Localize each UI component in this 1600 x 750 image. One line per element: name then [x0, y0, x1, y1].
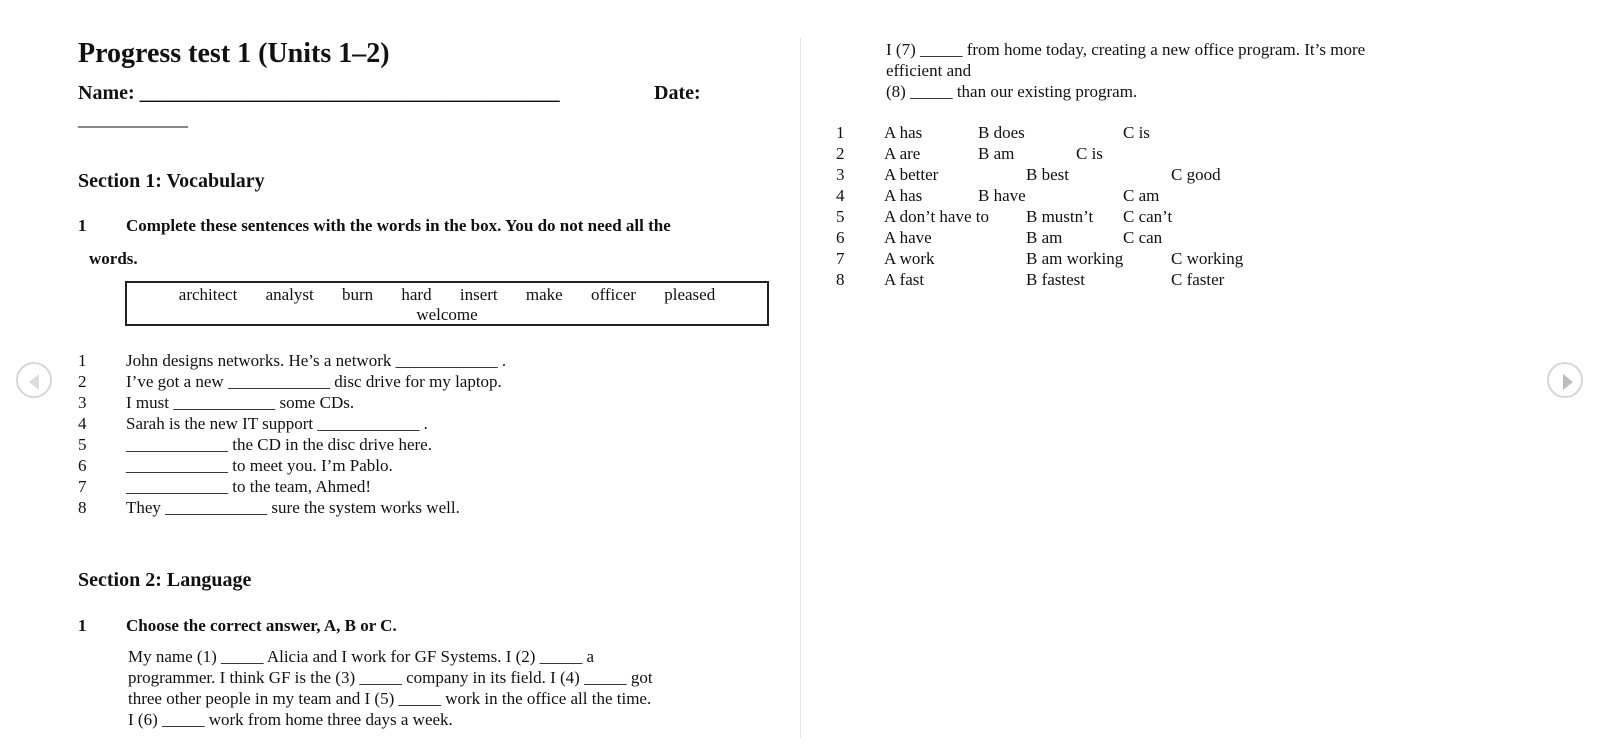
passage-line: efficient and: [886, 61, 972, 80]
passage-line: three other people in my team and I (5) _____ work in the office all the time.: [128, 689, 652, 708]
vocab-sentences: [126, 350, 506, 518]
option-c: C can: [1123, 228, 1163, 247]
vocab-item-text: John designs networks. He’s a network ____________ .: [126, 351, 507, 370]
option-b: B mustn’t: [1026, 207, 1094, 226]
option-c: C am: [1123, 186, 1160, 205]
option-c: C is: [1123, 123, 1150, 142]
vocab-item-text: Sarah is the new IT support ____________ .: [126, 414, 428, 433]
option-number: 3: [836, 165, 845, 184]
vocab-item-number: 4: [78, 414, 87, 433]
date-label: Date:: [654, 82, 701, 104]
page-title: Progress test 1 (Units 1–2): [78, 38, 390, 69]
name-blank: __________________________________________: [139, 82, 560, 104]
name-field: [78, 82, 560, 105]
date-blank: ___________: [78, 108, 188, 130]
section1-instruction-line2: words.: [89, 249, 138, 268]
options-numbers: [836, 122, 845, 290]
option-a: A work: [884, 249, 935, 268]
option-c: C good: [1171, 165, 1221, 184]
option-b: B am: [978, 144, 1015, 163]
passage-line: My name (1) _____ Alicia and I work for GF Systems. I (2) _____ a: [128, 647, 595, 666]
word-box-word: analyst: [265, 285, 314, 304]
word-box-row1: [127, 285, 767, 305]
vocab-item-number: 1: [78, 351, 87, 370]
section2-task-number: 1: [78, 616, 87, 635]
option-b: B have: [978, 186, 1026, 205]
vocab-item-number: 8: [78, 498, 87, 517]
previous-page-button[interactable]: [16, 362, 52, 398]
word-box-word: officer: [590, 285, 636, 304]
passage-continued: [886, 39, 1365, 102]
option-number: 5: [836, 207, 845, 226]
section2-instruction: Choose the correct answer, A, B or C.: [126, 616, 397, 635]
option-number: 1: [836, 123, 845, 142]
option-a: A don’t have to: [884, 207, 989, 226]
option-b: B fastest: [1026, 270, 1086, 289]
option-c: C is: [1076, 144, 1103, 163]
vocab-item-text: I’ve got a new ____________ disc drive for my laptop.: [126, 372, 502, 391]
option-b: B am working: [1026, 249, 1124, 268]
vocab-item-text: ____________ to the team, Ahmed!: [126, 477, 372, 496]
vocab-item-text: ____________ the CD in the disc drive here.: [126, 435, 432, 454]
passage-line: programmer. I think GF is the (3) _____ company in its field. I (4) _____ got: [128, 668, 653, 687]
passage: [128, 646, 653, 730]
option-a: A has: [884, 186, 923, 205]
vocab-item-number: 3: [78, 393, 87, 412]
word-box: [125, 281, 769, 326]
vocab-item-number: 2: [78, 372, 87, 391]
vocab-numbers: [78, 350, 87, 518]
vocab-item-number: 7: [78, 477, 87, 496]
section1-instruction-line1: Complete these sentences with the words in the box. You do not need all the: [126, 216, 671, 235]
option-number: 8: [836, 270, 845, 289]
vocab-item-text: I must ____________ some CDs.: [126, 393, 355, 412]
option-number: 7: [836, 249, 845, 268]
page-divider: [800, 38, 801, 738]
option-number: 2: [836, 144, 845, 163]
section1-task-number: 1: [78, 216, 87, 235]
section1-heading: Section 1: Vocabulary: [78, 170, 265, 192]
chevron-left-icon: [29, 374, 39, 390]
word-box-word: burn: [341, 285, 374, 304]
next-page-button[interactable]: [1547, 362, 1583, 398]
option-c: C working: [1171, 249, 1244, 268]
vocab-item-number: 5: [78, 435, 87, 454]
passage-line: I (6) _____ work from home three days a week.: [128, 710, 453, 729]
vocab-item-number: 6: [78, 456, 87, 475]
chevron-right-icon: [1563, 374, 1573, 390]
option-c: C can’t: [1123, 207, 1173, 226]
options-a: [884, 122, 989, 290]
option-a: A have: [884, 228, 932, 247]
option-number: 4: [836, 186, 845, 205]
passage-line: (8) _____ than our existing program.: [886, 82, 1138, 101]
word-box-word: pleased: [664, 285, 716, 304]
option-a: A has: [884, 123, 923, 142]
word-box-word: welcome: [416, 305, 478, 324]
vocab-item-text: ____________ to meet you. I’m Pablo.: [126, 456, 393, 475]
option-a: A fast: [884, 270, 925, 289]
passage-line: I (7) _____ from home today, creating a new office program. It’s more: [886, 40, 1366, 59]
option-b: B does: [978, 123, 1025, 142]
name-label: Name:: [78, 82, 140, 104]
word-box-word: hard: [401, 285, 432, 304]
word-box-word: make: [525, 285, 563, 304]
word-box-row2: [127, 305, 767, 325]
word-box-word: architect: [178, 285, 238, 304]
option-b: B am: [1026, 228, 1063, 247]
section2-heading: Section 2: Language: [78, 569, 252, 591]
option-a: A are: [884, 144, 921, 163]
option-b: B best: [1026, 165, 1069, 184]
vocab-item-text: They ____________ sure the system works well.: [126, 498, 460, 517]
word-box-word: insert: [459, 285, 498, 304]
option-c: C faster: [1171, 270, 1225, 289]
option-number: 6: [836, 228, 845, 247]
option-a: A better: [884, 165, 939, 184]
